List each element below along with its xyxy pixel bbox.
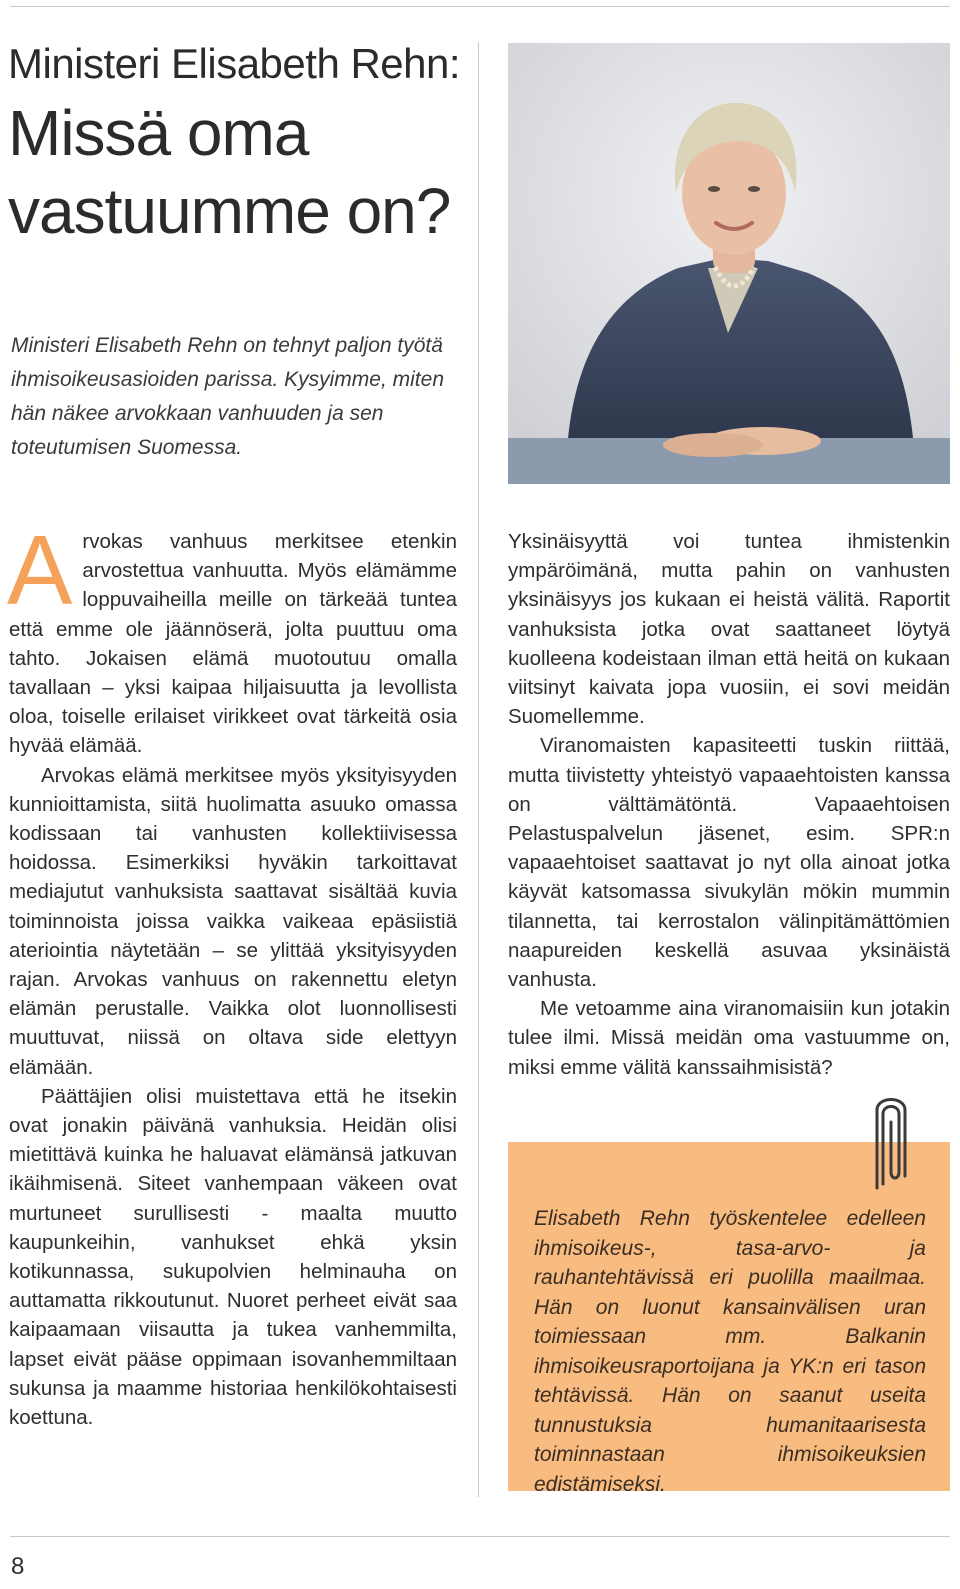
paperclip-icon — [871, 1096, 911, 1196]
article-paragraph: Viranomaisten kapasiteetti tuskin riittää, mutta tiivistetty yhteistyö vapaaehtoisten kanssa on välttämätöntä. Vapaaehtoisen Pelastuspalvelun jäsenet, esim. SPR:n vapaaehtoiset saattavat jo nyt olla ainoat jotka käyvät katsomassa sivukylän mökin mummin tilannetta, tai kerrostalon välinpitämättömien naapureiden keskellä asuvaa yksinäistä vanhusta. — [508, 734, 950, 992]
top-rule — [10, 6, 950, 7]
article-paragraph: Päättäjien olisi muistettava että he itsekin ovat jonakin päivänä vanhuksia. Heidän olisi mietittävä kuinka he haluavat elämänsä jatkuvan ikäihmisenä. Siteet vanhempaan väkeen ovat murtuneet surullisesti - maalta muutto kaupunkeihin, vanhukset ehkä yksin kotikunnassa, sukupolvien helminauha on auttamatta rikkoutunut. Nuoret perheet eivät saa kaipaamaan viisautta ja tukea vanhemmilta, lapset eivät pääse oppimaan isovanhemmiltaan sukunsa ja maamme historiaa henkilökohtaisesti koettuna. — [9, 1084, 457, 1430]
article-kicker: Ministeri Elisabeth Rehn: — [8, 40, 461, 87]
page-number: 8 — [11, 1553, 25, 1580]
article-paragraph: Me vetoamme aina viranomaisiin kun jotakin tulee ilmi. Missä meidän oma vastuumme on, miksi emme välitä kanssaihmisistä? — [508, 997, 950, 1079]
article-paragraph — [7, 515, 457, 761]
drop-cap: A — [7, 515, 73, 625]
bottom-rule — [10, 1536, 950, 1537]
article-headline: Missä oma vastuumme on? — [8, 97, 451, 247]
bio-text: Elisabeth Rehn työskentelee edelleen ihmisoikeus-, tasa-arvo- ja rauhantehtävissä eri puolilla maailmaa. Hän on luonut kansainvälisen uran toimiessaan mm. Balkanin ihmisoikeusraportoijana ja YK:n eri tason tehtävissä. Hän on saanut useita tunnustuksia humanitaarisesta toiminnastaan ihmisoikeuksien edistämiseksi. — [534, 1207, 926, 1496]
paragraph-text: rvokas vanhuus merkitsee etenkin arvostettua vanhuutta. Myös elämämme loppuvaiheilla meille on tärkeää tuntea että emme ole jäännöserä, jolta puuttuu oma tahto. Jokaisen elämä muotoutuu omalla tavallaan – yksi kaipaa hiljaisuutta ja levollista oloa, toiselle erilaiset virikkeet ovat tärkeitä osia hyvää elämää. — [9, 530, 457, 758]
article-column-left — [7, 515, 457, 1432]
article-column-right — [508, 527, 950, 1082]
article-paragraph: Arvokas elämä merkitsee myös yksityisyyden kunnioittamista, siitä huolimatta asuuko omassa kodissaan tai vanhusten kollektiivisessa hoidossa. Esimerkiksi hyväkin tarkoittavat mediajutut vanhuksista saattavat sisältää kuvia toiminnoista joissa vaikka vaikeaa epäsiistiä ateriointia näytetään – se ylittää yksityisyyden rajan. Arvokas vanhuus on rakennettu eletyn elämän perustalle. Vaikka olot luonnollisesti muuttuvat, niissä on oltava side elettyyn elämään. — [9, 763, 457, 1079]
article-lead: Ministeri Elisabeth Rehn on tehnyt paljon työtä ihmisoikeusasioiden parissa. Kysyimme, miten hän näkee arvokkaan vanhuuden ja sen toteutumisen Suomessa. — [11, 334, 444, 459]
portrait-photo — [508, 43, 950, 484]
column-divider — [478, 42, 479, 1497]
article-paragraph: Yksinäisyyttä voi tuntea ihmistenkin ympäröimänä, mutta pahin on vanhusten yksinäisyys jos kukaan ei heistä välitä. Raportit vanhuksista jotka ovat saattaneet löytyä kuolleena kodeistaan ilman että heitä on kukaan viitsinyt kaivata jopa vuosiin, ei sovi meidän Suomellemme. — [508, 530, 950, 729]
